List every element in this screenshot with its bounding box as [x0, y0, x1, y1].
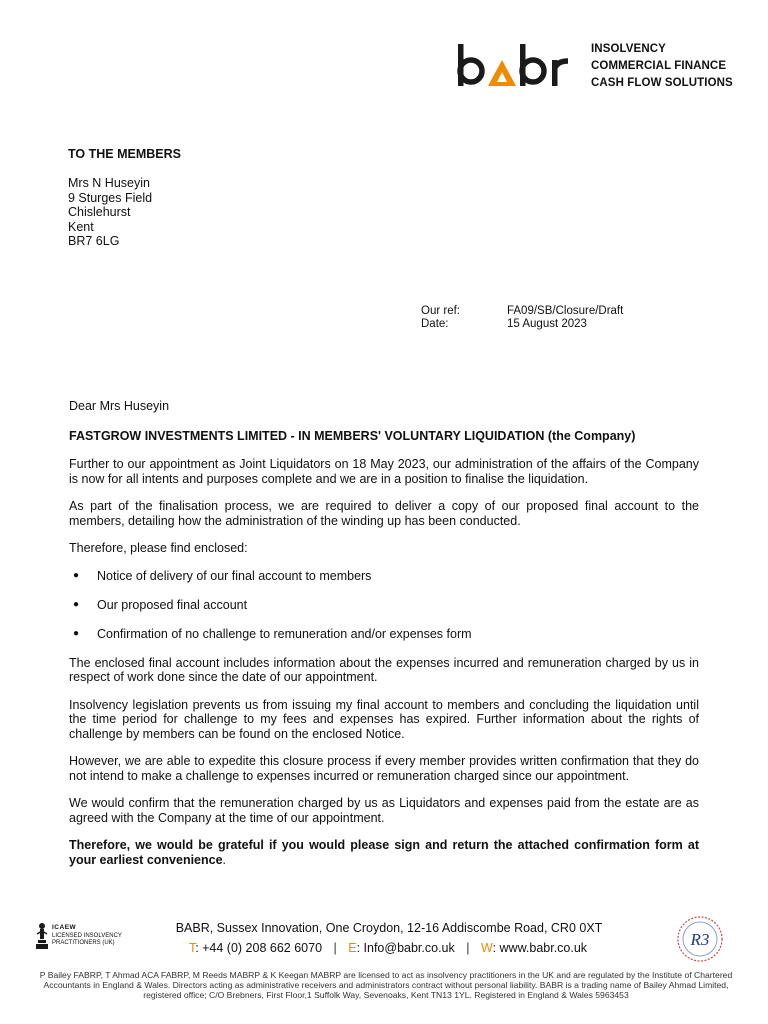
paragraph-1: Further to our appointment as Joint Liquidators on 18 May 2023, our administration of the affairs of the Company is now for all intents and purposes complete and we are in a position to finalise the liquidation.: [69, 457, 699, 486]
r3-badge-icon: [676, 915, 724, 963]
legal-disclaimer: P Bailey FABRP, T Ahmad ACA FABRP, M Reeds MABRP & K Keegan MABRP are licensed to act as insolvency practitioners in the UK and are regulated by the Institute of Chartered Accountants in England & Wales. Directors acting as administrative receivers and administrators contract without personal liability. BABR is a trading name of Bailey Ahmad Limited, registered office; C/O Brebners, First Floor,1 Suffolk Way, Sevenoaks, Kent TN13 1YL. Registered in England & Wales 5963453: [39, 970, 733, 1000]
bullet-icon: ●: [73, 598, 80, 610]
tagline-commercial-finance: COMMERCIAL FINANCE: [591, 60, 727, 72]
list-item: ● Our proposed final account: [73, 597, 248, 612]
tagline-insolvency: INSOLVENCY: [591, 43, 666, 55]
recipient-heading: TO THE MEMBERS: [68, 147, 181, 161]
icaew-title: ICAEW: [52, 924, 77, 931]
salutation: Dear Mrs Huseyin: [69, 399, 170, 413]
list-item: ● Notice of delivery of our final account to members: [73, 568, 372, 583]
enclosures-list: [69, 569, 699, 642]
our-ref-label: Our ref:: [421, 305, 460, 317]
tel-value[interactable]: : +44 (0) 208 662 6070: [195, 941, 323, 955]
babr-logo: [456, 42, 570, 90]
address-line: 9 Sturges Field: [68, 190, 153, 205]
date-value: 15 August 2023: [507, 318, 587, 330]
bullet-icon: ●: [73, 569, 80, 581]
website-link[interactable]: : www.babr.co.uk: [492, 941, 588, 955]
date-label: Date:: [421, 318, 449, 330]
paragraph-3: Therefore, please find enclosed:: [69, 541, 248, 555]
svg-text:R3: R3: [690, 930, 710, 949]
tagline-cash-flow: CASH FLOW SOLUTIONS: [591, 77, 733, 89]
closing-paragraph: Therefore, we would be grateful if you would please sign and return the attached confirmation form at your earliest convenience.: [69, 838, 699, 867]
reference-block: [421, 305, 623, 331]
address-line: BR7 6LG: [68, 234, 120, 248]
paragraph-5: Insolvency legislation prevents us from issuing my final account to members and concluding the liquidation until the time period for challenge to my fees and expenses has expired. Further information about the rights of challenge by members can be found on the enclosed Notice.: [69, 697, 699, 741]
email-label: E: [348, 941, 357, 955]
address-line: Kent: [68, 219, 94, 234]
recipient-address: [68, 176, 152, 249]
web-label: W: [480, 941, 493, 955]
subject-line: FASTGROW INVESTMENTS LIMITED - IN MEMBERS' VOLUNTARY LIQUIDATION (the Company): [69, 428, 636, 443]
our-ref-value: FA09/SB/Closure/Draft: [507, 305, 624, 317]
address-line: Chislehurst: [68, 205, 131, 219]
paragraph-7: We would confirm that the remuneration charged by us as Liquidators and expenses paid from the estate are as agreed with the Company at the time of our appointment.: [69, 796, 699, 825]
footer-contacts: [0, 941, 768, 955]
footer-address: BABR, Sussex Innovation, One Croydon, 12-16 Addiscombe Road, CR0 0XT: [175, 921, 603, 935]
paragraph-2: As part of the finalisation process, we are required to deliver a copy of our proposed final account to the members, detailing how the administration of the winding up has been conducted.: [69, 499, 699, 528]
address-line: Mrs N Huseyin: [68, 176, 150, 190]
separator: |: [333, 941, 337, 955]
email-link[interactable]: : Info@babr.co.uk: [356, 941, 455, 955]
icaew-subtitle: LICENSED INSOLVENCY PRACTITIONERS (UK): [52, 933, 122, 946]
taglines: [591, 41, 733, 92]
tel-label: T: [188, 941, 196, 955]
bullet-icon: ●: [73, 627, 80, 639]
separator: |: [466, 941, 470, 955]
paragraph-6: However, we are able to expedite this closure process if every member provides written confirmation that they do not intend to make a challenge to expenses incurred or remuneration charged since our appointment.: [69, 754, 699, 783]
letter-body: [69, 399, 699, 867]
paragraph-4: The enclosed final account includes information about the expenses incurred and remuneration charged by us in respect of work done since the date of our appointment.: [69, 655, 699, 684]
list-item: ● Confirmation of no challenge to remuneration and/or expenses form: [73, 626, 472, 641]
